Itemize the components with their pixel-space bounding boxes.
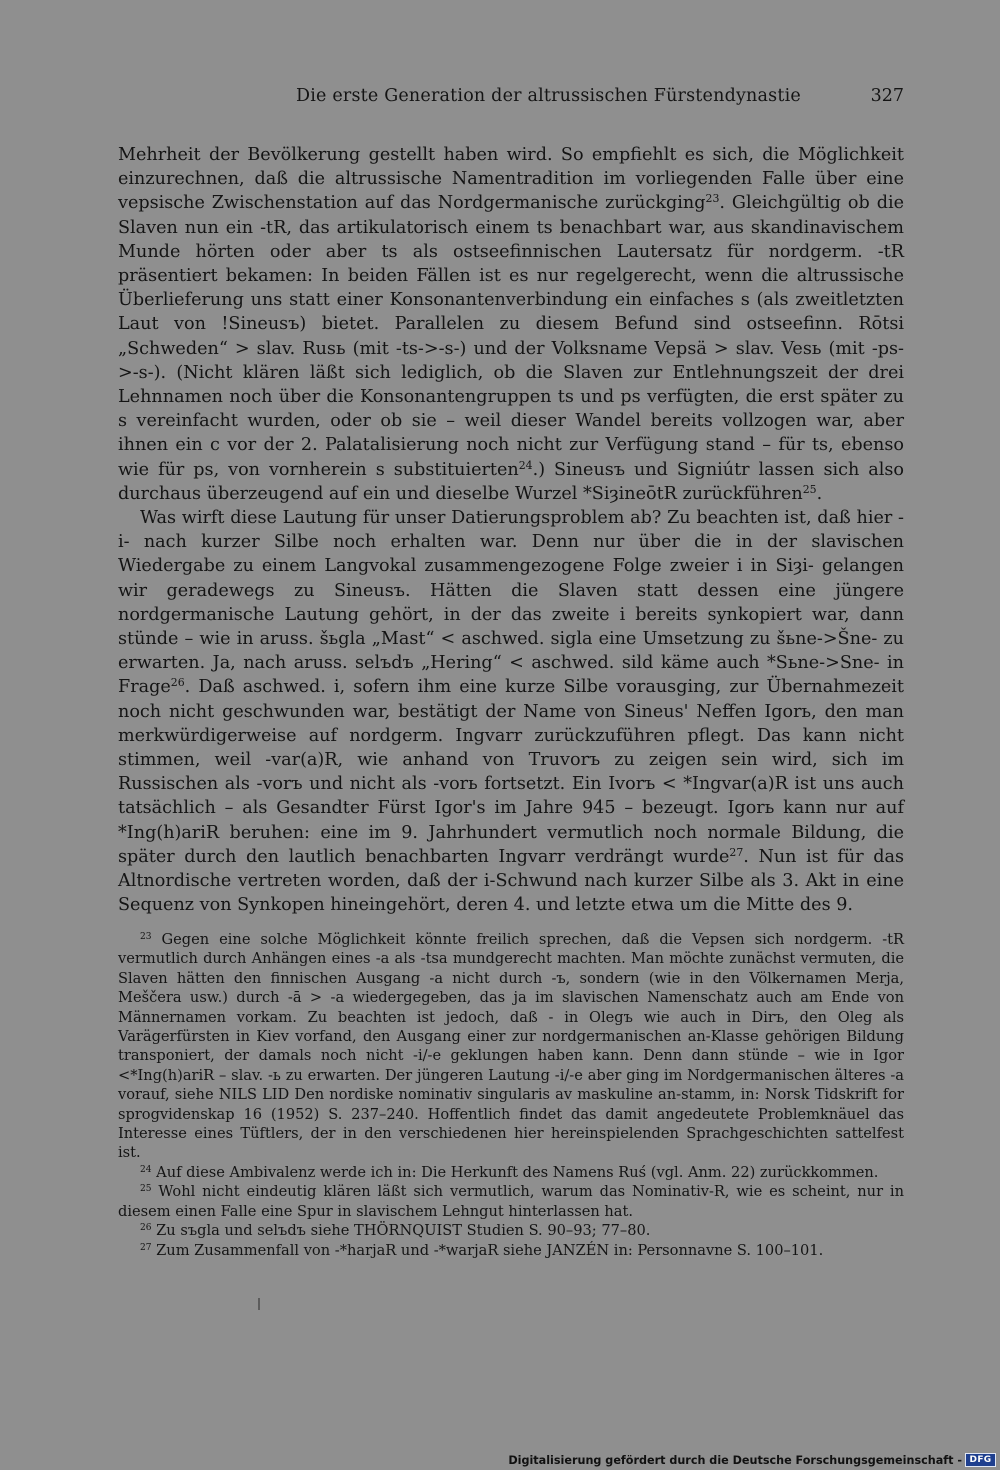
footnote-number: 25 <box>140 1184 152 1195</box>
paragraph-1 <box>118 143 904 506</box>
footnote-number: 24 <box>140 1164 152 1175</box>
footnote-text: Gegen eine solche Möglichkeit könnte freilich sprechen, daß die Vepsen sich nordgerm. -tR vermutlich durch Anhängen eines -a als -tsa mundgerecht machten. Man möchte zunächst vermuten, die Slaven hätten den finnischen Ausgang -a nicht durch -ъ, sondern (wie in den Völkernamen Merja, Meščera usw.) durch -ā > -a wiedergegeben, das ja im slavischen Namenschatz auch am Ende von Männernamen vorkam. Zu beachten ist jedoch, daß - in Olegъ wie auch in Dirъ, den Oleg als Varägerfürsten in Kiev vorfand, den Ausgang einer zur nordgermanischen an-Klasse gehörigen Bildung transponiert, der damals noch nicht -i/-e geklungen haben kann. Denn dann stünde – wie in Igor <*Ing(h)ariR – slav. -ь zu erwarten. Der jüngeren Lautung -i/-e aber ging im Nordgermanischen älteres -a vorauf, siehe NILS LID Den nordiske nominativ singularis av maskuline an-stamm, in: Norsk Tidskrift for sprogvidenskap 16 (1952) S. 237–240. Hoffentlich findet das damit angedeutete Problemknäuel das Interesse eines Tüftlers, der in den verschiedenen hier hereinspielenden Sprachgeschichten sattelfest ist. <box>118 931 904 1162</box>
footnote-ref-25: 25 <box>802 482 817 496</box>
footnote-27 <box>118 1241 904 1260</box>
paragraph-2 <box>118 506 904 917</box>
digitization-footer <box>0 1452 1000 1470</box>
footnote-number: 26 <box>140 1223 152 1234</box>
body-text <box>118 143 904 918</box>
footnote-23 <box>118 930 904 1163</box>
paragraph-1-part-c: .) Sineusъ und Signiútr lassen sich also durchaus überzeugend auf ein und dieselbe Wurzel *SiȝineōtR zurückführen <box>118 459 904 504</box>
footnote-ref-24: 24 <box>518 458 533 472</box>
running-head <box>118 86 904 112</box>
footnote-text: Zum Zusammenfall von -*harjaR und -*warjaR siehe JANZÉN in: Personnavne S. 100–101. <box>156 1241 824 1259</box>
paragraph-1-part-a: Mehrheit der Bevölkerung gestellt haben wird. So empfiehlt es sich, die Möglichkeit einzurechnen, daß die altrussische Namentradition im vorliegenden Falle über eine vepsische Zwischenstation auf das Nordgermanische zurückging <box>118 145 904 214</box>
paragraph-2-part-a: Was wirft diese Lautung für unser Datierungsproblem ab? Zu beachten ist, daß hier -i- nach kurzer Silbe noch erhalten war. Denn nur über die in der slavischen Wiedergabe zu einem Langvokal zusammengezogene Folge zweier i in Siȝi- gelangen wir geradewegs zu Sineusъ. Hätten die Slaven statt dessen eine jüngere nordgermanische Lautung gehört, in der das zweite i bereits synkopiert war, dann stünde – wie in aruss. šьgla „Mast“ < aschwed. sigla eine Umsetzung zu šьne->Šne- zu erwarten. Ja, nach aruss. selъdъ „Hering“ < aschwed. sild käme auch *Sьne->Sne- in Frage <box>118 508 904 698</box>
footnote-text: Wohl nicht eindeutig klären läßt sich vermutlich, warum das Nominativ-R, wie es scheint, nur in diesem einen Falle eine Spur in slavischem Lehngut hinterlassen hat. <box>118 1183 905 1220</box>
footnote-ref-26: 26 <box>170 676 185 690</box>
footnote-ref-23: 23 <box>705 192 720 206</box>
footnote-number: 23 <box>140 932 152 943</box>
footnotes <box>118 930 904 1260</box>
footnote-text: Zu sъgla und selъdъ siehe THÖRNQUIST Studien S. 90–93; 77–80. <box>156 1222 651 1240</box>
footnote-number: 27 <box>140 1242 152 1253</box>
paragraph-2-part-c: . Nun ist für das Altnordische vertreten worden, daß der i-Schwund nach kurzer Silbe als 3. Akt in eine Sequenz von Synkopen hineingehört, deren 4. und letzte etwa um die Mitte des 9. <box>118 846 905 916</box>
running-title: Die erste Generation der altrussischen Fürstendynastie <box>296 86 801 106</box>
page-number: 327 <box>870 86 904 106</box>
footnote-text: Auf diese Ambivalenz werde ich in: Die Herkunft des Namens Ruś (vgl. Anm. 22) zurückkommen. <box>156 1163 879 1181</box>
footnote-26 <box>118 1221 904 1240</box>
paragraph-1-part-b: . Gleichgültig ob die Slaven nun ein -tR, das artikulatorisch einem ts benachbart war, aus skandinavischem Munde hörten oder aber ts als ostseefinnischen Lautersatz für nordgerm. -tR präsentiert bekamen: In beiden Fällen ist es nur regelgerecht, wenn die altrussische Überlieferung uns statt einer Konsonantenverbindung ein einfaches s (als zweitletzten Laut von !Sineusъ) bietet. Parallelen zu diesem Befund sind ostseefinn. Rōtsi „Schweden“ > slav. Rusь (mit -ts->-s-) und der Volksname Vepsä > slav. Vesь (mit -ps->-s-). (Nicht klären läßt sich lediglich, ob die Slaven zur Entlehnungszeit der drei Lehnnamen noch über die Konsonantengruppen ts und ps verfügten, die erst später zu s vereinfacht wurden, oder ob sie – weil dieser Wandel bereits vollzogen war, aber ihnen ein c vor der 2. Palatalisierung noch nicht zur Verfügung stand – für ts, ebenso wie für ps, von vornherein s substituierten <box>118 193 904 480</box>
footnote-25 <box>118 1182 904 1221</box>
paragraph-1-part-d: . <box>816 483 823 504</box>
funding-credit: Digitalisierung gefördert durch die Deutsche Forschungsgemeinschaft - <box>508 1454 962 1467</box>
footnote-24 <box>118 1163 904 1182</box>
footnote-ref-27: 27 <box>729 845 744 859</box>
scan-speck <box>258 1298 260 1310</box>
dfg-logo-icon: DFG <box>965 1453 996 1467</box>
paragraph-2-part-b: . Daß aschwed. i, sofern ihm eine kurze Silbe vorausging, zur Übernahmezeit noch nicht geschwunden war, bestätigt der Name von Sineus' Neffen Igorь, den man merkwürdigerweise auf nordgerm. Ingvarr zurückzuführen pflegt. Das kann nicht stimmen, weil -var(a)R, wie anhand von Truvorъ zu zeigen sein wird, sich im Russischen als -vorъ und nicht als -vorь fortsetzt. Ein Ivorъ < *Ingvar(a)R ist uns auch tatsächlich – als Gesandter Fürst Igor's im Jahre 945 – bezeugt. Igorь kann nur auf *Ing(h)ariR beruhen: eine im 9. Jahrhundert vermutlich noch normale Bildung, die später durch den lautlich benachbarten Ingvarr verdrängt wurde <box>118 677 904 867</box>
